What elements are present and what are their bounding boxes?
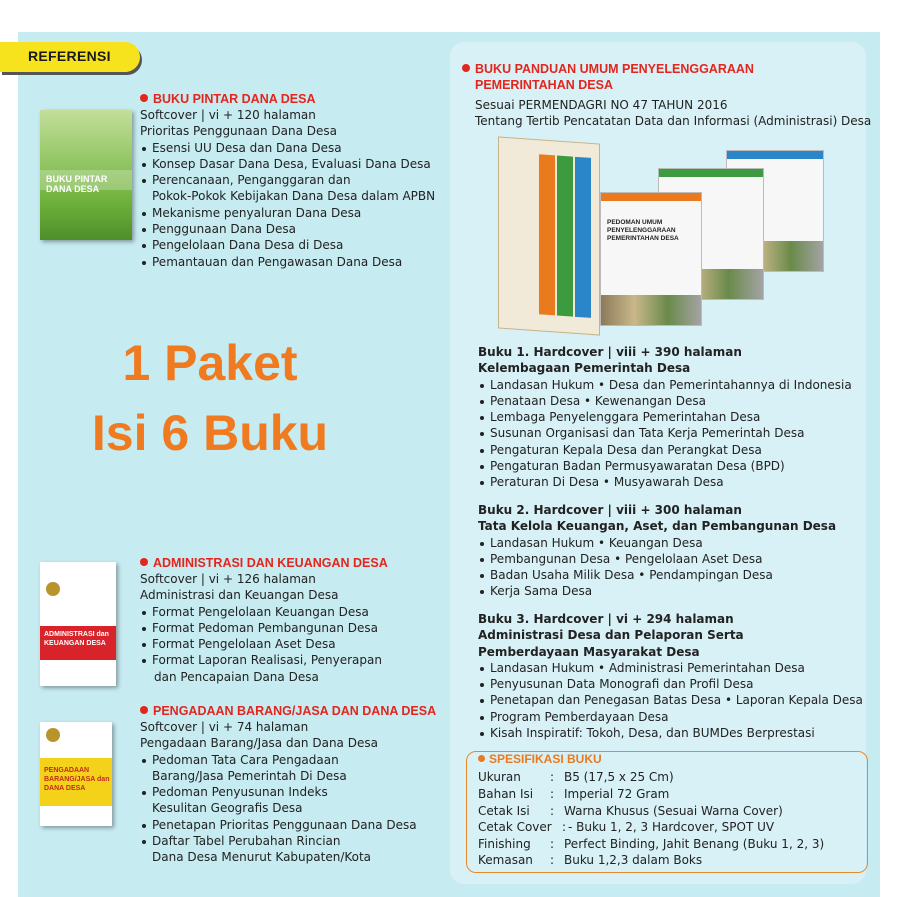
cover-image	[601, 295, 701, 325]
buku-3-subtitle-line1: Administrasi Desa dan Pelaporan Serta	[478, 628, 744, 643]
buku-2-subtitle: Tata Kelola Keuangan, Aset, dan Pembangunan Desa	[478, 519, 837, 534]
buku-pintar-list	[140, 140, 435, 270]
list-item: Perencanaan, Penganggaran dan	[140, 172, 435, 188]
list-item: Pembangunan Desa • Pengelolaan Aset Desa	[478, 551, 836, 567]
referensi-tab	[0, 42, 140, 72]
buku-2-list	[478, 535, 836, 600]
list-item: Format Pedoman Pembangunan Desa	[140, 620, 388, 636]
list-item: Lembaga Penyelenggara Pemerintahan Desa	[478, 409, 852, 425]
administrasi-section	[140, 555, 388, 685]
referensi-label: REFERENSI	[28, 48, 111, 64]
spine-3	[575, 157, 591, 318]
list-item: Pedoman Penyusunan Indeks	[140, 784, 436, 800]
pengadaan-title: PENGADAAN BARANG/JASA DAN DANA DESA	[140, 703, 436, 719]
buku-pintar-subtitle: Prioritas Penggunaan Dana Desa	[140, 124, 337, 139]
list-item: Program Pemberdayaan Desa	[478, 709, 863, 725]
list-item: Penyusunan Data Monografi dan Profil Desa	[478, 676, 863, 692]
buku-3-format: Buku 3. Hardcover | vi + 294 halaman	[478, 612, 734, 626]
slipcase	[498, 136, 600, 335]
boxset-illustration	[498, 140, 828, 330]
list-item: Landasan Hukum • Desa dan Pemerintahannya di Indonesia	[478, 377, 852, 393]
pengadaan-format: Softcover | vi + 74 halaman	[140, 720, 309, 734]
list-item: Format Pengelolaan Aset Desa	[140, 636, 388, 652]
administrasi-list	[140, 604, 388, 685]
spec-row: Bahan Isi : Imperial 72 Gram	[478, 787, 670, 801]
cover-header	[601, 193, 701, 201]
list-item: Peraturan Di Desa • Musyawarah Desa	[478, 474, 852, 490]
list-item: Kerja Sama Desa	[478, 583, 836, 599]
buku-pintar-cover-text: BUKU PINTAR DANA DESA	[46, 174, 108, 194]
buku-1-subtitle: Kelembagaan Pemerintah Desa	[478, 361, 691, 376]
list-item: Penetapan Prioritas Penggunaan Dana Desa	[140, 817, 436, 833]
buku-pintar-format: Softcover | vi + 120 halaman	[140, 108, 316, 122]
spec-row: Cetak Isi : Warna Khusus (Sesuai Warna Cover)	[478, 804, 783, 818]
spec-row: Ukuran : B5 (17,5 x 25 Cm)	[478, 770, 674, 784]
garuda-emblem-icon	[46, 582, 60, 596]
spec-row: Finishing : Perfect Binding, Jahit Benang (Buku 1, 2, 3)	[478, 837, 825, 851]
buku-pintar-section	[140, 91, 435, 270]
list-item: Pedoman Tata Cara Pengadaan	[140, 752, 436, 768]
garuda-emblem-icon	[46, 728, 60, 742]
spec-row: Cetak Cover : - Buku 1, 2, 3 Hardcover, SPOT UV	[478, 820, 775, 834]
list-item: Esensi UU Desa dan Dana Desa	[140, 140, 435, 156]
administrasi-title: ADMINISTRASI DAN KEUANGAN DESA	[140, 555, 388, 571]
buku-pintar-title: BUKU PINTAR DANA DESA	[140, 91, 435, 107]
list-item: Pengelolaan Dana Desa di Desa	[140, 237, 435, 253]
list-item: Landasan Hukum • Administrasi Pemerintahan Desa	[478, 660, 863, 676]
list-item: Daftar Tabel Perubahan Rincian	[140, 833, 436, 849]
list-item: Konsep Dasar Dana Desa, Evaluasi Dana Desa	[140, 156, 435, 172]
panduan-desc-line2: Tentang Tertib Pencatatan Data dan Informasi (Administrasi) Desa	[475, 114, 872, 129]
administrasi-subtitle: Administrasi dan Keuangan Desa	[140, 588, 339, 603]
list-item-continued: Kesulitan Geografis Desa	[152, 801, 303, 816]
list-item: Pemantauan dan Pengawasan Dana Desa	[140, 254, 435, 270]
list-item: Badan Usaha Milik Desa • Pendampingan Desa	[478, 567, 836, 583]
promo-line-2: Isi 6 Buku	[91, 405, 329, 461]
buku-2-format: Buku 2. Hardcover | viii + 300 halaman	[478, 503, 742, 517]
list-item: Pengaturan Badan Permusyawaratan Desa (BPD)	[478, 458, 852, 474]
spesifikasi-title: SPESIFIKASI BUKU	[478, 751, 602, 767]
list-item: Penetapan dan Penegasan Batas Desa • Laporan Kepala Desa	[478, 692, 863, 708]
list-item: Pengaturan Kepala Desa dan Perangkat Desa	[478, 442, 852, 458]
pengadaan-list	[140, 752, 436, 866]
cover-header	[727, 151, 823, 159]
list-item-continued: Barang/Jasa Pemerintah Di Desa	[152, 768, 347, 783]
bullet-dot-icon	[140, 706, 148, 714]
buku-3-subtitle-line2: Pemberdayaan Masyarakat Desa	[478, 644, 700, 659]
promo-line-1: 1 Paket	[122, 335, 298, 391]
book-1-cover	[600, 192, 702, 326]
administrasi-cover	[40, 562, 116, 686]
buku-1-list	[478, 377, 852, 491]
buku-1-section	[478, 344, 852, 491]
list-item: Susunan Organisasi dan Tata Kerja Pemerintah Desa	[478, 425, 852, 441]
pengadaan-cover	[40, 722, 112, 826]
panduan-header	[462, 61, 871, 130]
spec-row: Kemasan : Buku 1,2,3 dalam Boks	[478, 853, 703, 867]
pengadaan-section	[140, 703, 436, 866]
list-item-continued: Dana Desa Menurut Kabupaten/Kota	[152, 850, 372, 865]
pengadaan-cover-text: PENGADAAN BARANG/JASA dan DANA DESA	[44, 767, 110, 792]
list-item-continued: Pokok-Pokok Kebijakan Dana Desa dalam APBN	[152, 189, 436, 204]
list-item: Penataan Desa • Kewenangan Desa	[478, 393, 852, 409]
buku-pintar-cover	[40, 110, 132, 240]
pengadaan-subtitle: Pengadaan Barang/Jasa dan Dana Desa	[140, 736, 378, 751]
buku-3-list	[478, 660, 863, 741]
spine-2	[557, 156, 573, 317]
buku-1-format: Buku 1. Hardcover | viii + 390 halaman	[478, 345, 742, 359]
administrasi-format: Softcover | vi + 126 halaman	[140, 572, 316, 586]
bullet-dot-icon	[140, 558, 148, 566]
list-item: Kisah Inspiratif: Tokoh, Desa, dan BUMDes Berprestasi	[478, 725, 863, 741]
spine-1	[539, 154, 555, 315]
list-item: Format Pengelolaan Keuangan Desa	[140, 604, 388, 620]
book-1-cover-text: PEDOMAN UMUM PENYELENGGARAAN PEMERINTAHAN DESA	[607, 219, 679, 242]
list-item-continued: dan Pencapaian Dana Desa	[154, 669, 319, 684]
buku-3-section	[478, 611, 863, 741]
administrasi-cover-text: ADMINISTRASI dan KEUANGAN DESA	[44, 631, 109, 647]
list-item: Penggunaan Dana Desa	[140, 221, 435, 237]
panduan-desc-line1: Sesuai PERMENDAGRI NO 47 TAHUN 2016	[475, 98, 728, 112]
list-item: Landasan Hukum • Keuangan Desa	[478, 535, 836, 551]
list-item: Format Laporan Realisasi, Penyerapan	[140, 652, 388, 668]
cover-header	[659, 169, 763, 177]
buku-2-section	[478, 502, 836, 600]
bullet-dot-icon	[462, 64, 470, 72]
panduan-title-line1: BUKU PANDUAN UMUM PENYELENGGARAAN	[462, 61, 871, 77]
bullet-dot-icon	[140, 94, 148, 102]
list-item: Mekanisme penyaluran Dana Desa	[140, 205, 435, 221]
bullet-dot-icon	[478, 755, 485, 762]
panduan-title-line2: PEMERINTAHAN DESA	[475, 78, 613, 92]
